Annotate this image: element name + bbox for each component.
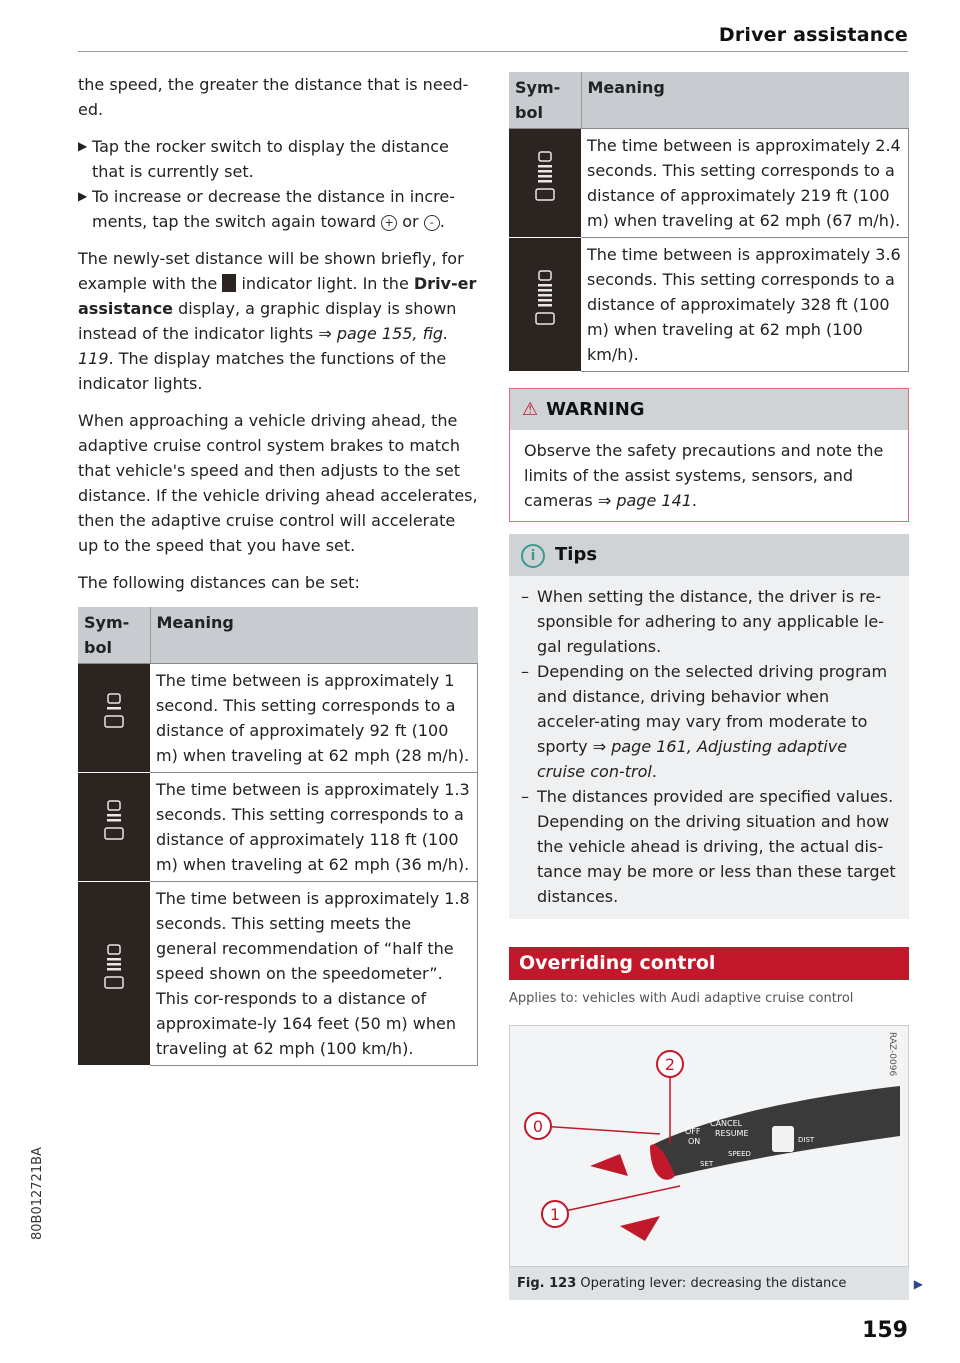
tip-page-ref[interactable]: ⇒ page 161, Adjusting adaptive cruise con-trol — [537, 737, 848, 781]
warning-title: WARNING — [546, 399, 645, 420]
lever-text-on: ON — [688, 1137, 701, 1146]
tip-item-text: Depending on the selected driving program and distance, driving behavior when acceler-ating may vary from moderate to sporty — [537, 662, 888, 756]
right-column — [509, 72, 923, 1300]
tips-box — [509, 534, 909, 919]
callout-0-label: 0 — [532, 1117, 544, 1136]
bullet-1-text: Tap the rocker switch to display the distance that is currently set. — [92, 137, 449, 181]
tip-item-end: . — [651, 762, 657, 781]
bullet-2-text: To increase or decrease the distance in incre-ments, tap the switch again toward — [92, 187, 455, 231]
header-title: Driver assistance — [718, 24, 908, 46]
figure-operating-lever — [509, 1025, 909, 1267]
bullet-1 — [78, 134, 478, 184]
continue-arrow-icon: ▶ — [913, 1277, 923, 1291]
paragraph-following: The following distances can be set: — [78, 573, 360, 592]
tips-title: Tips — [555, 544, 598, 565]
table-header-symbol: Sym-bol — [78, 607, 150, 664]
table-cell-meaning: The time between is approximately 1.8 seconds. This setting meets the general recommendation of “half the speed shown on the speedometer”. This cor-responds to a distance of approximate-ly 164 feet (50 m) when traveling at 62 mph (100 km/h). — [150, 882, 478, 1066]
callout-2-label: 2 — [664, 1055, 676, 1074]
plus-circle-icon: + — [381, 215, 397, 231]
table-row — [78, 882, 478, 1066]
distance-symbol-icon — [509, 129, 581, 238]
tip-item: – The distances provided are specified values. Depending on the driving situation and how the vehicle ahead is driving, the actual dis-tance may be more or less than these target distances. — [521, 787, 896, 906]
warning-box — [509, 388, 909, 522]
table-header-meaning: Meaning — [150, 607, 478, 664]
bullet-2-or: or — [402, 212, 419, 231]
table-row — [78, 664, 478, 773]
figure-code: RAZ-0096 — [887, 1032, 897, 1077]
distance-symbol-icon — [78, 664, 150, 773]
lever-text-cancel: CANCEL — [710, 1119, 743, 1128]
document-code: 80B012721BA — [30, 1147, 45, 1240]
p1-d: . The display matches the functions of the indicator lights. — [78, 349, 447, 393]
info-icon: i — [521, 544, 545, 568]
distance-symbol-icon — [78, 773, 150, 882]
lever-text-set: SET — [700, 1160, 714, 1168]
table-header-symbol: Sym-bol — [509, 72, 581, 129]
table-cell-meaning: The time between is approximately 1.3 seconds. This setting corresponds to a distance of approximately 118 ft (100 m) when traveling at 62 mph (36 m/h). — [150, 773, 478, 882]
lever-text-resume: RESUME — [715, 1129, 749, 1138]
section-title: Overriding control — [509, 947, 909, 980]
bullet-2 — [78, 184, 478, 234]
p1-bold: Driv-er assistance — [78, 274, 477, 318]
paragraph-indicator — [78, 246, 478, 396]
warning-end: . — [691, 491, 698, 510]
arrow-down-icon — [620, 1216, 660, 1241]
minus-circle-icon: - — [424, 215, 440, 231]
header-rule — [78, 51, 908, 52]
distance-table-right — [509, 72, 909, 372]
lever-text-off: OFF — [685, 1127, 701, 1136]
table-cell-meaning: The time between is approximately 1 second. This setting corresponds to a distance of approximately 92 ft (100 m) when traveling at 62 mph (28 m/h). — [150, 664, 478, 773]
p1-b: indicator light. In the — [241, 274, 409, 293]
table-row — [78, 773, 478, 882]
p1-c: display, a graphic display is shown instead of the indicator lights — [78, 299, 457, 343]
distance-symbol-icon — [509, 238, 581, 372]
callout-line-0 — [540, 1126, 660, 1134]
intro-text: the speed, the greater the distance that is need-ed. — [78, 75, 469, 119]
left-column — [78, 72, 478, 1066]
callout-1-label: 1 — [549, 1205, 561, 1224]
warning-body — [510, 430, 908, 521]
bullet-arrow-icon: ▶ — [78, 139, 88, 153]
tip-item: – When setting the distance, the driver is re-sponsible for adhering to any applicable le-gal regulations. — [521, 587, 885, 656]
bullet-2-end: . — [439, 212, 445, 231]
caption-label: Fig. 123 — [517, 1276, 577, 1291]
lever-text-speed: SPEED — [728, 1150, 751, 1158]
page-number: 159 — [862, 1318, 908, 1343]
lever-illustration — [510, 1026, 908, 1264]
tips-body — [509, 576, 909, 919]
distance-symbol-icon — [78, 882, 150, 1066]
dist-switch — [772, 1126, 794, 1152]
warning-triangle-icon: ⚠ — [522, 399, 539, 420]
distance-table-left — [78, 607, 478, 1066]
callout-line-1 — [565, 1186, 680, 1211]
table-row — [509, 238, 909, 372]
warning-header — [510, 389, 908, 430]
table-cell-meaning: The time between is approximately 2.4 seconds. This setting corresponds to a distance of approximately 219 ft (100 m) when traveling at 62 mph (67 m/h). — [581, 129, 909, 238]
figure-caption — [509, 1267, 923, 1300]
tip-item-text: When setting the distance, the driver is re-sponsible for adhering to any applicable le-gal regulations. — [537, 587, 885, 656]
paragraph-approaching: When approaching a vehicle driving ahead, the adaptive cruise control system brakes to match that vehicle's speed and then adjusts to the set distance. If the vehicle driving ahead accelerates, then the adaptive cruise control will accelerate up to the speed that you have set. — [78, 411, 478, 555]
caption-text: Operating lever: decreasing the distance — [580, 1276, 847, 1291]
distance-indicator-icon — [222, 274, 236, 292]
warning-page-ref[interactable]: ⇒ page 141 — [597, 491, 692, 510]
tips-header — [509, 534, 909, 576]
p1-a: The newly-set distance will be shown briefly, for example with the — [78, 249, 464, 293]
page-ref-link[interactable]: ⇒ page 155, fig. 119 — [78, 324, 449, 368]
lever-text-dist: DIST — [798, 1136, 815, 1144]
table-row — [509, 129, 909, 238]
arrow-up-icon — [590, 1154, 628, 1176]
table-header-meaning: Meaning — [581, 72, 909, 129]
applies-to-text: Applies to: vehicles with Audi adaptive cruise control — [509, 991, 854, 1006]
tip-item: – Depending on the selected driving program and distance, driving behavior when acceler-ating may vary from moderate to sporty ⇒ page 161, Adjusting adaptive cruise con-trol. — [521, 662, 888, 781]
tip-item-text: The distances provided are specified values. Depending on the driving situation and how the vehicle ahead is driving, the actual dis-tance may be more or less than these target distances. — [537, 787, 896, 906]
bullet-arrow-icon: ▶ — [78, 189, 88, 203]
table-cell-meaning: The time between is approximately 3.6 seconds. This setting corresponds to a distance of approximately 328 ft (100 m) when traveling at 62 mph (100 km/h). — [581, 238, 909, 372]
warning-text: Observe the safety precautions and note the limits of the assist systems, sensors, and cameras — [524, 441, 884, 510]
